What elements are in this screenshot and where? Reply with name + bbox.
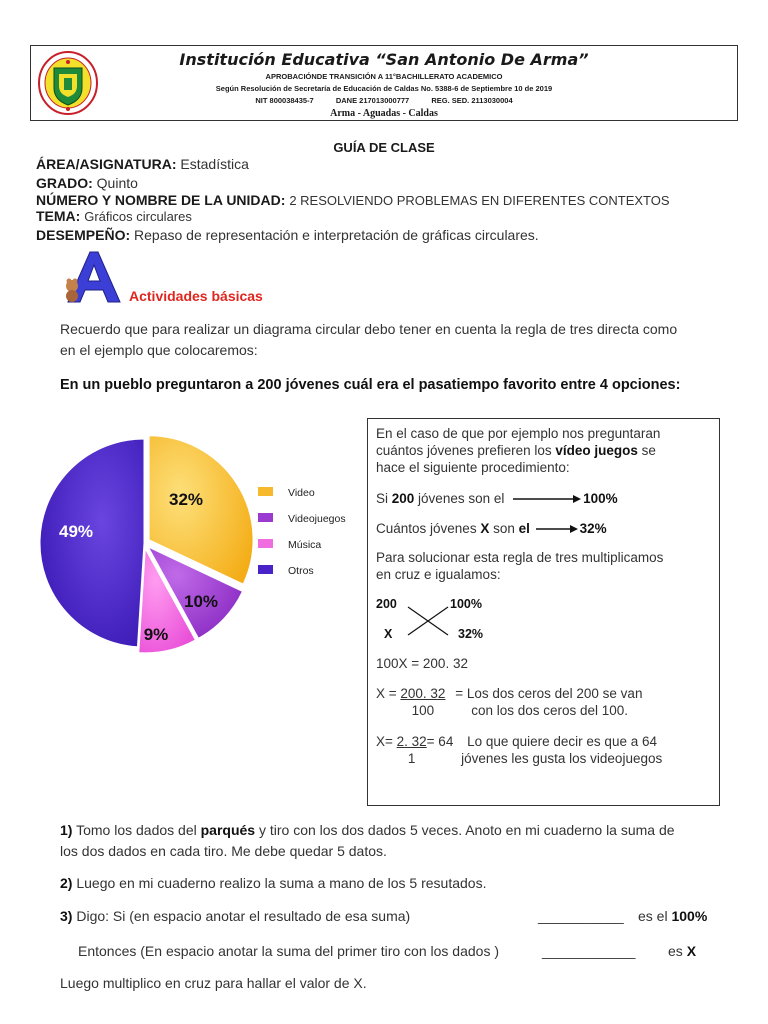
topic-value: Gráficos circulares: [84, 209, 192, 224]
cross-x: X: [384, 627, 393, 641]
performance-value: Repaso de representación e interpretación de gráficas circulares.: [134, 227, 539, 243]
performance-row: [36, 227, 539, 243]
question-statement: En un pueblo preguntaron a 200 jóvenes cuál era el pasatiempo favorito entre 4 opciones:: [60, 377, 681, 393]
slice-label-video: 32%: [168, 490, 204, 509]
unit-row: [36, 192, 670, 208]
question-5: Luego multiplico en cruz para hallar el valor de X.: [60, 975, 367, 991]
legend-label-otros: Otros: [288, 565, 314, 577]
legend-swatch-video: [258, 487, 273, 496]
intro-line-2: en el ejemplo que colocaremos:: [60, 342, 258, 358]
legend-swatch-videojuegos: [258, 513, 273, 522]
arrow-right-icon: [511, 494, 583, 504]
cross-32: 32%: [458, 627, 484, 641]
proc-line-2: cuántos jóvenes prefieren los vídeo juegos se: [376, 443, 656, 458]
pie-slice-otros: [40, 439, 144, 647]
rule-step-1: Si 200 jóvenes son el 100%: [376, 491, 618, 506]
reg-sed: REG. SED. 2113030004: [431, 96, 513, 105]
institution-header: [30, 45, 738, 121]
proc-line-3: hace el siguiente procedimiento:: [376, 460, 570, 475]
grade-value: Quinto: [96, 175, 138, 191]
topic-label: TEMA:: [36, 208, 81, 224]
slice-label-musica: 9%: [143, 625, 169, 644]
grade-row: [36, 175, 138, 191]
answer-blank-first-roll[interactable]: ____________: [542, 943, 636, 959]
guide-title: GUÍA DE CLASE: [333, 140, 435, 155]
legend-swatch-musica: [258, 539, 273, 548]
cross-100: 100%: [450, 597, 482, 611]
equation-3: X= $\frac{2. 32}{1}= 64$ Lo que quiere decir es que a 64 jóvenes les gusta los videojuegos: [376, 734, 663, 766]
question-2: 2) Luego en mi cuaderno realizo la suma a mano de los 5 resutados.: [60, 875, 487, 891]
unit-value: 2 RESOLVIENDO PROBLEMAS EN DIFERENTES CONTEXTOS: [289, 193, 670, 208]
rule-step-2: Cuántos jóvenes X son el 32%: [376, 521, 607, 536]
fraction-200-32-over-100: $\frac{200. 32}{100}$: [400, 686, 446, 718]
cross-multiply-icon: [404, 603, 452, 639]
performance-label: DESEMPEÑO:: [36, 227, 131, 243]
location-line: Arma - Aguadas - Caldas: [330, 108, 438, 119]
resolution-line: Según Resolución de Secretaría de Educación de Caldas No. 5388-6 de Septiembre 10 de 2019: [215, 84, 553, 93]
area-value: Estadística: [180, 156, 249, 172]
cross-200: 200: [376, 597, 397, 611]
solve-line-2: en cruz e igualamos:: [376, 567, 501, 582]
proc-line-1: En el caso de que por ejemplo nos preguntaran: [376, 426, 661, 441]
is-100-percent: es el 100%: [638, 908, 708, 924]
area-row: [36, 156, 249, 172]
intro-line-1: Recuerdo que para realizar un diagrama circular debo tener en cuenta la regla de tres directa como: [60, 321, 678, 337]
legend-label-video: Video: [288, 487, 315, 499]
equation-1: 100X = 200. 32: [376, 656, 468, 671]
equation-2: X = $\frac{200. 32}{100}$ = Los dos ceros del 200 se van con los dos ceros del 100.: [376, 686, 643, 718]
solve-line-1: Para solucionar esta regla de tres multiplicamos: [376, 550, 664, 565]
registry-line: [31, 96, 737, 105]
is-x: es X: [668, 943, 697, 959]
intro-paragraph: [60, 319, 740, 361]
dane: DANE 217013000777: [335, 96, 410, 105]
answer-blank-sum[interactable]: ___________: [538, 908, 624, 924]
area-label: ÁREA/ASIGNATURA:: [36, 156, 177, 172]
fraction-2-32-over-1: $\frac{2. 32}{1}$: [396, 734, 427, 766]
activity-title: Actividades básicas: [129, 288, 263, 304]
slice-label-videojuegos: 10%: [183, 592, 219, 611]
topic-row: [36, 208, 192, 224]
legend-label-musica: Música: [288, 539, 322, 551]
arrow-right-icon: [534, 524, 580, 534]
grade-label: GRADO:: [36, 175, 93, 191]
question-4: Entonces (En espacio anotar la suma del primer tiro con los dados ): [78, 943, 499, 959]
legend-label-videojuegos: Videojuegos: [288, 513, 346, 525]
unit-label: NÚMERO Y NOMBRE DE LA UNIDAD:: [36, 192, 286, 208]
question-1: 1) Tomo los dados del parqués y tiro con los dos dados 5 veces. Anoto en mi cuaderno la suma de los dos dados en cada tiro. Me debe quedar 5 datos.: [60, 822, 675, 859]
legend-swatch-otros: [258, 565, 273, 574]
slice-label-otros: 49%: [58, 522, 94, 541]
approval-line: APROBACIÓNDE TRANSICIÓN A 11°BACHILLERATO ACADEMICO: [265, 72, 503, 81]
institution-name: Institución Educativa “San Antonio De Arma”: [179, 50, 589, 69]
letter-a-icon: [62, 250, 124, 304]
nit: NIT 800038435-7: [255, 96, 314, 105]
procedure-box: [367, 418, 720, 806]
pie-chart: [36, 415, 351, 660]
question-3: 3) Digo: Si (en espacio anotar el resultado de esa suma): [60, 908, 411, 924]
